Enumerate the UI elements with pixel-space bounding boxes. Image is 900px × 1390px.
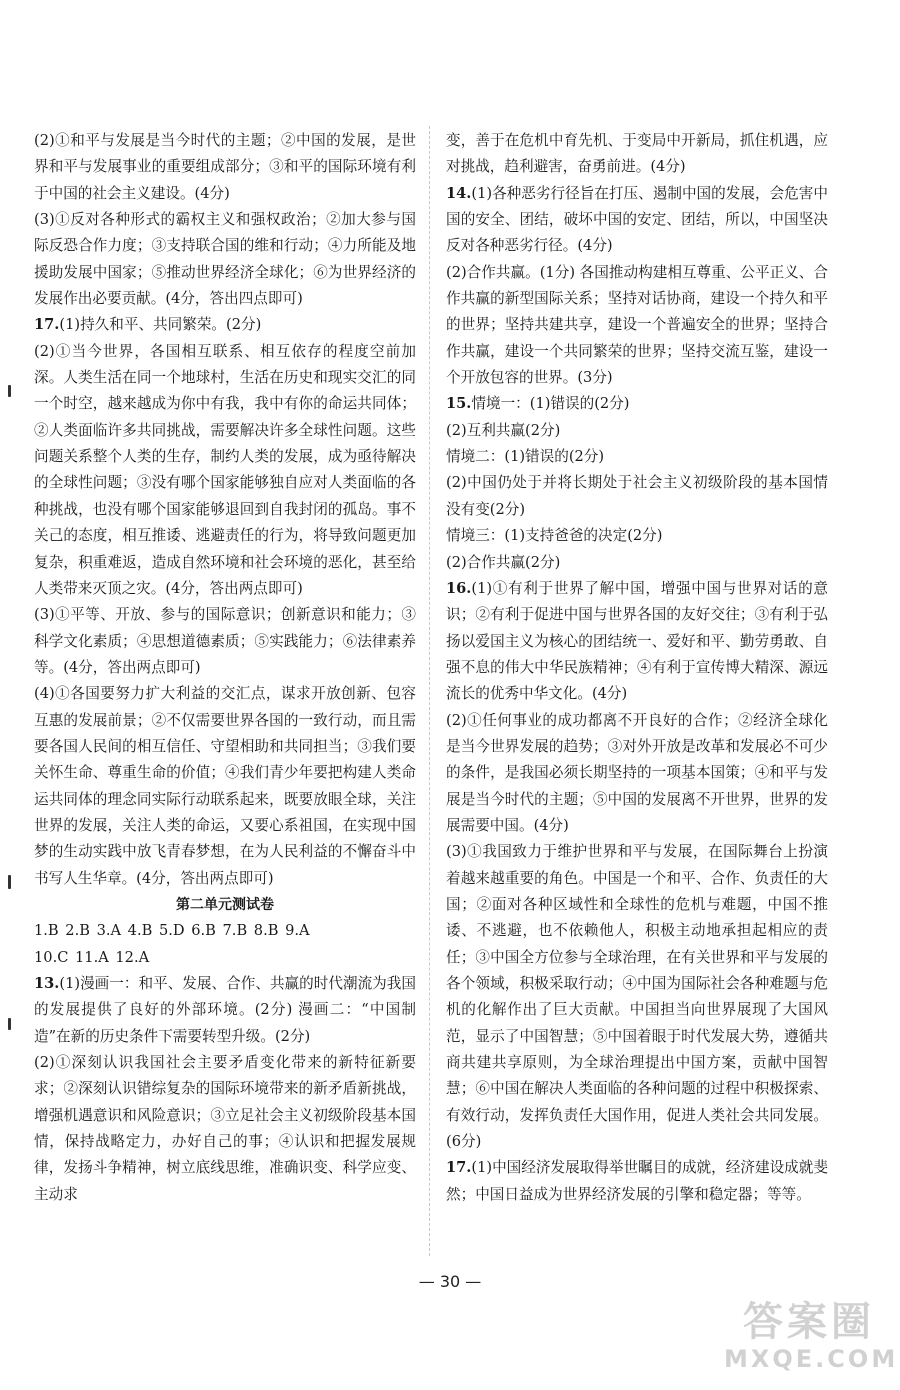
multiple-choice-answers: 1.B 2.B 3.A 4.B 5.D 6.B 7.B 8.B 9.A [34, 922, 310, 940]
answer-paragraph: 16.(1)①有利于世界了解中国，增强中国与世界对话的意识；②有利于促进中国与世界各国的友好交往；③有利于弘扬以爱国主义为核心的团结统一、爱好和平、勤劳勇敢、自强不息的伟大中华民族精神；④有利于宣传博大精深、源远流长的优秀中华文化。(4分) [446, 579, 828, 703]
section-title: 第二单元测试卷 [176, 896, 274, 913]
answer-paragraph: 17.(1)中国经济发展取得举世瞩目的成就，经济建设成就斐然；中国日益成为世界经济发展的引擎和稳定器；等等。 [446, 1159, 828, 1203]
watermark-logo [724, 1299, 899, 1386]
answer-paragraph: 15.情境一：(1)错误的(2分) [446, 395, 630, 413]
column-divider [429, 126, 430, 1256]
answer-paragraph: 17.(1)持久和平、共同繁荣。(2分) [34, 316, 262, 334]
left-column [34, 128, 416, 1208]
answer-paragraph: (2)①任何事业的成功都离不开良好的合作；②经济全球化是当今世界发展的趋势；③对外开放是改革和发展必不可少的条件，是我国必须长期坚持的一项基本国策；④和平与发展是当今时代的主题；⑤中国的发展离不开世界，世界的发展需要中国。(4分) [446, 711, 828, 834]
answer-paragraph: (2)中国仍处于并将长期处于社会主义初级阶段的基本国情没有变(2分) [446, 474, 828, 518]
answer-paragraph: (2)①深刻认识我国社会主要矛盾变化带来的新特征新要求；②深刻认识错综复杂的国际环境带来的新矛盾新挑战，增强机遇意识和风险意识；③立足社会主义初级阶段基本国情，保持战略定力，办好自己的事；④认识和把握发展规律，发扬斗争精神，树立底线思维，准确识变、科学应变、主动求 [34, 1054, 416, 1203]
multiple-choice-answers: 10.C 11.A 12.A [34, 948, 150, 966]
answer-paragraph: 14.(1)各种恶劣行径旨在打压、遏制中国的发展，会危害中国的安全、团结，破坏中国的安定、团结，所以，中国坚决反对各种恶劣行径。(4分) [446, 184, 828, 255]
answer-paragraph: (3)①平等、开放、参与的国际意识；创新意识和能力；③科学文化素质；④思想道德素质；⑤实践能力；⑥法律素养等。(4分，答出两点即可) [34, 606, 416, 676]
watermark-url: MXQE.COM [724, 1345, 899, 1373]
answer-paragraph: 情境三：(1)支持爸爸的决定(2分) [446, 527, 663, 545]
answer-paragraph: (2)①和平与发展是当今时代的主题；②中国的发展，是世界和平与发展事业的重要组成部分；③和平的国际环境有利于中国的社会主义建设。(4分) [34, 132, 416, 202]
answer-paragraph: 13.(1)漫画一：和平、发展、合作、共赢的时代潮流为我国的发展提供了良好的外部环境。(2分) 漫画二：“中国制造”在新的历史条件下需要转型升级。(2分) [34, 975, 416, 1045]
right-column [446, 128, 828, 1208]
watermark-title: 答案圈 [743, 1299, 875, 1345]
answer-paragraph: (3)①反对各种形式的霸权主义和强权政治；②加大参与国际反恐合作力度；③支持联合国的维和行动；④力所能及地援助发展中国家；⑤推动世界经济全球化；⑥为世界经济的发展作出必要贡献。(4分，答出四点即可) [34, 211, 416, 308]
answer-paragraph: 变，善于在危机中育先机、于变局中开新局，抓住机遇，应对挑战，趋利避害，奋勇前进。(4分) [446, 132, 828, 176]
answer-paragraph: (2)互利共赢(2分) [446, 421, 561, 439]
answer-paragraph: (3)①我国致力于维护世界和平与发展，在国际舞台上扮演着越来越重要的角色。中国是一个和平、合作、负责任的大国；②面对各种区域性和全球性的危机与难题，中国不推诿、不逃避，也不依赖他人，积极主动地承担起相应的责任；③中国全方位参与全球治理，在有关世界和平与发展的各个领域，积极采取行动；④中国为国际社会各种难题与危机的化解作出了巨大贡献。中国担当向世界展现了大国风范，显示了中国智慧；⑤中国着眼于时代发展大势，遵循共商共建共享原则，为全球治理提出中国方案，贡献中国智慧；⑥中国在解决人类面临的各种问题的过程中积极探索、有效行动，发挥负责任大国作用，促进人类社会共同发展。(6分) [446, 843, 828, 1151]
answer-paragraph: (2)合作共赢(2分) [446, 553, 561, 571]
answer-paragraph: (2)①当今世界，各国相互联系、相互依存的程度空前加深。人类生活在同一个地球村，生活在历史和现实交汇的同一个时空，越来越成为你中有我，我中有你的命运共同体；②人类面临许多共同挑战，需要解决许多全球性问题。这些问题关系整个人类的生存，制约人类的发展，成为亟待解决的全球性问题；③没有哪个国家能够独自应对人类面临的各种挑战，也没有哪个国家能够退回到自我封闭的孤岛。事不关己的态度，相互推诿、逃避责任的行为，将导致问题更加复杂，积重难返，造成自然环境和社会环境的恶化，甚至给人类带来灭顶之灾。(4分，答出两点即可) [34, 342, 416, 597]
answer-paragraph: (2)合作共赢。(1分) 各国推动构建相互尊重、公平正义、合作共赢的新型国际关系；坚持对话协商，建设一个持久和平的世界；坚持共建共享，建设一个普遍安全的世界；坚持合作共赢，建设一个共同繁荣的世界；坚持交流互鉴，建设一个开放包容的世界。(3分) [446, 263, 828, 387]
answer-paragraph: (4)①各国要努力扩大利益的交汇点，谋求开放创新、包容互惠的发展前景；②不仅需要世界各国的一致行动，而且需要各国人民间的相互信任、守望相助和共同担当；③我们要关怀生命、尊重生命的价值；④我们青少年要把构建人类命运共同体的理念同实际行动联系起来，既要放眼全球，关注世界的发展，关注人类的命运，又要心系祖国，在实现中国梦的生动实践中放飞青春梦想，在为人民利益的不懈奋斗中书写人生华章。(4分，答出两点即可) [34, 685, 416, 887]
margin-mark [8, 875, 11, 889]
page-number: — 30 — [418, 1272, 482, 1291]
margin-mark [8, 1018, 11, 1030]
margin-mark [8, 385, 11, 397]
answer-paragraph: 情境二：(1)错误的(2分) [446, 448, 605, 466]
